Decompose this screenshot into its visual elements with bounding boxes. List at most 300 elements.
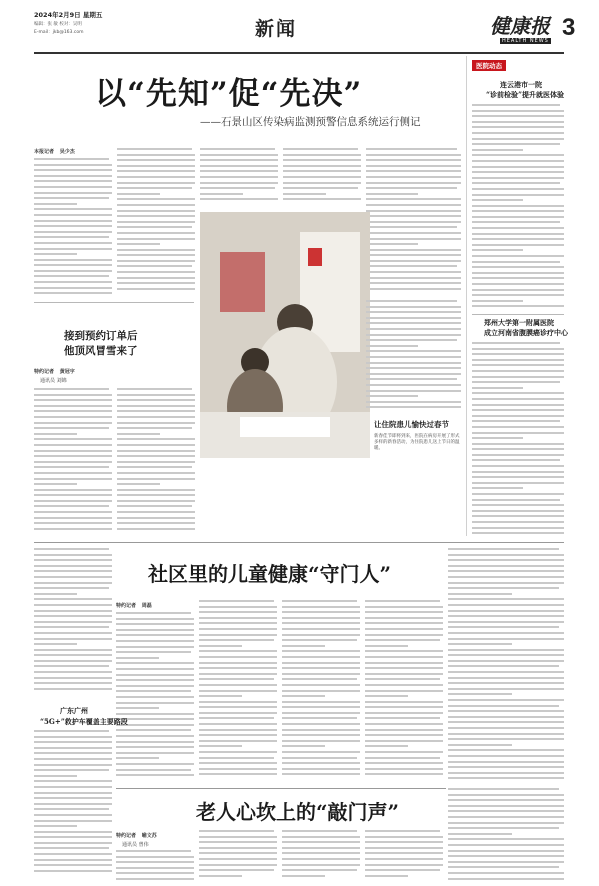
body-text-line [365,729,443,731]
body-text-line [34,500,112,502]
body-text-line [199,841,277,843]
body-text-line [366,215,461,217]
body-text-line [116,674,194,676]
body-text-line [448,570,564,572]
body-text-line [117,478,195,480]
body-text-line [448,559,564,561]
body-text-line [472,487,523,489]
body-text-line [472,171,564,173]
guangdong-title-2: “5G+”救护车覆盖主要路段 [40,717,128,726]
sidebar-title-4: 成立河南省腹膜癌诊疗中心 [484,328,568,337]
body-text-line [34,220,112,222]
lead-photo-illustration [200,212,370,458]
body-text-line [199,628,277,630]
body-text-line [34,517,112,519]
body-text-line [448,872,564,874]
body-text-line [448,716,564,718]
body-text-line [366,271,461,273]
body-text-line [472,471,564,473]
body-text-line [448,838,564,840]
lead-body-col-2 [117,148,195,298]
body-text-line [472,255,564,257]
community-body-col-2 [199,600,277,784]
body-text-line [34,576,112,578]
body-text-line [282,740,360,742]
body-text-line [117,170,195,172]
body-text-line [34,158,109,160]
body-text-line [200,193,243,195]
body-text-line [282,645,325,647]
body-text-line [283,165,361,167]
elderly-body-col-4 [365,830,443,884]
body-text-line [365,841,443,843]
body-text-line [448,816,564,818]
body-text-line [34,253,77,255]
body-text-line [448,844,564,846]
community-body-col-3 [282,600,360,784]
body-text-line [472,521,564,523]
body-text-line [199,712,277,714]
body-text-line [472,443,564,445]
body-text-line [116,679,194,681]
body-text-line [34,598,112,600]
body-text-line [448,626,559,628]
body-text-line [282,847,360,849]
body-text-line [448,643,512,645]
body-text-line [34,275,109,277]
body-text-line [199,611,277,613]
body-text-line [116,713,194,715]
body-text-line [116,729,191,731]
body-text-line [365,600,440,602]
body-text-line [34,281,112,283]
body-text-line [472,342,560,344]
body-text-line [117,444,195,446]
body-text-line [117,148,192,150]
body-text-line [448,621,564,623]
body-text-line [365,690,443,692]
body-text-line [117,399,195,401]
body-text-line [34,242,112,244]
body-text-line [448,576,564,578]
body-text-line [34,593,77,595]
body-text-line [448,615,564,617]
body-text-line [472,188,564,190]
body-text-line [472,233,564,235]
body-text-line [472,244,564,246]
body-text-line [282,717,357,719]
body-text-line [472,110,564,112]
body-text-line [472,448,564,450]
body-text-line [366,390,461,392]
body-text-line [34,559,112,561]
body-text-line [116,769,191,771]
body-text-line [366,282,461,284]
body-text-line [366,165,461,167]
elderly-rule [116,788,446,789]
body-text-line [116,696,194,698]
left-body-col [34,548,112,698]
body-text-line [282,656,360,658]
byline-label: 特约记者 [34,369,55,375]
body-text-line [116,735,194,737]
body-text-line [448,744,512,746]
body-text-line [34,522,112,524]
body-text-line [472,216,564,218]
body-text-line [116,640,194,642]
body-text-line [448,587,559,589]
body-text-line [200,165,278,167]
body-text-line [117,410,195,412]
body-text-line [366,300,457,302]
body-text-line [34,610,112,612]
body-text-line [472,205,564,207]
body-text-line [34,638,112,640]
body-text-line [283,148,358,150]
body-text-line [34,775,77,777]
body-text-line [472,166,564,168]
body-text-line [448,682,564,684]
body-text-line [472,227,564,229]
sidebar-body-2 [472,342,564,542]
body-text-line [34,626,109,628]
lead-body-col-8 [366,300,461,415]
body-text-line [365,869,440,871]
body-text-line [34,741,112,743]
byline-label: 特约记者 [116,833,137,839]
body-text-line [448,660,564,662]
body-text-line [283,170,361,172]
body-text-line [117,433,160,435]
body-text-line [34,186,112,188]
body-text-line [365,757,440,759]
body-text-line [282,723,360,725]
body-text-line [365,768,443,770]
body-text-line [199,745,242,747]
body-text-line [472,132,564,134]
body-text-line [472,138,564,140]
body-text-line [365,723,443,725]
body-text-line [472,143,560,145]
body-text-line [34,405,112,407]
body-text-line [117,277,195,279]
body-text-line [117,238,195,240]
elderly-body-col-2 [199,830,277,884]
body-text-line [117,438,195,440]
body-text-line [34,803,112,805]
body-text-line [365,706,443,708]
body-text-line [116,774,194,776]
body-text-line [199,723,277,725]
body-text-line [117,282,195,284]
body-text-line [366,334,461,336]
body-text-line [448,688,564,690]
body-text-line [472,359,564,361]
body-text-line [448,705,559,707]
body-text-line [472,266,564,268]
body-text-line [117,511,195,513]
body-text-line [365,684,443,686]
body-text-line [282,836,360,838]
body-text-line [472,504,564,506]
body-text-line [117,522,195,524]
body-text-line [472,493,564,495]
body-text-line [365,773,443,775]
body-text-line [448,610,564,612]
body-text-line [199,729,277,731]
appointment-byline-2: 通讯员 刘锦 [40,378,67,384]
body-text-line [448,861,564,863]
body-text-line [199,768,277,770]
sidebar-title-2: “诊前检验”提升就医体验 [486,90,565,99]
body-text-line [282,875,325,877]
body-text-line [448,761,564,763]
body-text-line [34,632,112,634]
body-text-line [472,499,560,501]
body-text-line [282,712,360,714]
body-text-line [366,311,461,313]
body-text-line [366,288,461,290]
body-text-line [200,159,278,161]
body-text-line [116,623,194,625]
body-text-line [116,612,191,614]
body-text-line [200,148,275,150]
body-text-line [34,831,112,833]
body-text-line [472,238,564,240]
body-text-line [117,394,195,396]
body-text-line [448,654,564,656]
body-text-line [116,618,194,620]
body-text-line [34,505,109,507]
body-text-line [472,420,560,422]
body-text-line [116,685,194,687]
appointment-title-1: 接到预约订单后 [64,330,138,342]
body-text-line [117,210,195,212]
community-rule [34,542,564,543]
body-text-line [116,646,194,648]
lead-body-col-1 [34,158,112,298]
body-text-line [365,617,443,619]
body-text-line [448,810,564,812]
body-text-line [199,706,277,708]
body-text-line [448,727,564,729]
body-text-line [117,221,195,223]
body-text-line [448,850,564,852]
body-text-line [199,634,277,636]
body-text-line [117,288,195,290]
body-text-line [34,792,112,794]
body-text-line [200,182,278,184]
body-text-line [34,682,112,684]
body-text-line [34,192,112,194]
body-text-line [117,472,195,474]
body-text-line [365,606,443,608]
body-text-line [117,494,195,496]
body-text-line [282,650,360,652]
body-text-line [34,825,77,827]
body-text-line [116,878,194,880]
body-text-line [116,668,194,670]
body-text-line [366,193,418,195]
body-text-line [282,773,360,775]
body-text-line [116,707,159,709]
body-text-line [34,164,112,166]
body-text-line [200,198,278,200]
elderly-body-col-3 [282,830,360,884]
body-text-line [199,684,277,686]
body-text-line [366,339,457,341]
body-text-line [34,615,112,617]
body-text-line [448,565,564,567]
body-text-line [34,621,112,623]
body-text-line [448,777,564,779]
body-text-line [366,210,461,212]
body-text-line [34,570,112,572]
body-text-line [117,416,195,418]
elderly-body-col-5 [448,788,564,884]
body-text-line [199,751,277,753]
body-text-line [448,710,564,712]
body-text-line [117,226,192,228]
body-text-line [472,515,564,517]
body-text-line [116,861,194,863]
body-text-line [472,348,564,350]
body-text-line [472,221,560,223]
body-text-line [448,788,559,790]
body-text-line [282,600,357,602]
body-text-line [472,476,564,478]
body-text-line [366,356,461,358]
elderly-body-col-1 [116,850,194,884]
body-text-line [282,611,360,613]
body-text-line [117,182,195,184]
body-text-line [34,169,112,171]
body-text-line [199,830,274,832]
caption-title: 让住院患儿愉快过春节 [374,420,449,429]
body-text-line [283,176,361,178]
body-text-line [117,528,195,530]
body-text-line [116,746,194,748]
body-text-line [448,638,564,640]
body-text-line [282,678,357,680]
body-text-line [472,404,564,406]
body-text-line [366,345,418,347]
body-text-line [116,690,191,692]
body-text-line [199,622,277,624]
body-text-line [34,870,112,872]
body-text-line [199,757,274,759]
body-text-line [117,260,195,262]
body-text-line [117,204,195,206]
body-text-line [117,243,160,245]
body-text-line [116,872,194,874]
body-text-line [365,864,443,866]
body-text-line [34,780,112,782]
body-text-line [199,650,277,652]
body-text-line [282,745,325,747]
body-text-line [117,215,195,217]
body-text-line [448,833,512,835]
sidebar-title-3: 郑州大学第一附属医院 [484,318,554,327]
body-text-line [472,426,564,428]
body-text-line [117,455,195,457]
body-text-line [34,422,112,424]
body-text-line [34,427,109,429]
body-text-line [365,667,443,669]
body-text-line [366,306,461,308]
body-text-line [472,482,564,484]
issue-date: 2024年2月9日 星期五 [34,11,103,19]
body-text-line [448,649,564,651]
appointment-body-col-2 [117,388,195,538]
body-text-line [472,177,564,179]
appointment-byline [34,368,75,375]
body-text-line [34,665,109,667]
body-text-line [472,432,564,434]
body-text-line [472,364,564,366]
body-text-line [199,662,277,664]
body-text-line [472,277,564,279]
body-text-line [366,367,461,369]
body-text-line [365,836,443,838]
body-text-line [282,634,360,636]
body-text-line [472,409,564,411]
body-text-line [34,582,112,584]
body-text-line [34,483,77,485]
body-text-line [34,394,112,396]
body-text-line [366,154,461,156]
header-rule [34,52,564,54]
body-text-line [199,847,277,849]
body-text-line [366,148,457,150]
body-text-line [34,660,112,662]
body-text-line [365,717,440,719]
body-text-line [365,745,408,747]
body-text-line [34,786,112,788]
body-text-line [282,830,357,832]
body-text-line [117,450,195,452]
email-line: E-mail：jkb@163.com [34,30,84,35]
body-text-line [472,249,523,251]
body-text-line [365,628,443,630]
appointment-body-col-1 [34,388,112,538]
body-text-line [472,459,560,461]
body-text-line [448,755,564,757]
body-text-line [34,853,112,855]
body-text-line [117,500,195,502]
body-text-line [282,667,360,669]
body-text-line [34,528,112,530]
body-text-line [34,820,112,822]
sidebar-rule [472,314,564,315]
body-text-line [34,399,112,401]
body-text-line [34,649,112,651]
section-title: 新闻 [255,18,298,40]
body-text-line [365,639,440,641]
body-text-line [117,176,195,178]
editor-line: 编辑：张 敏 校对：吴明 [34,22,82,27]
body-text-line [117,427,192,429]
body-text-line [282,768,360,770]
body-text-line [472,283,564,285]
body-text-line [448,827,559,829]
body-text-line [283,182,361,184]
body-text-line [365,645,408,647]
body-text-line [365,762,443,764]
body-text-line [282,751,360,753]
lead-byline [34,148,75,155]
lead-photo [200,212,370,458]
